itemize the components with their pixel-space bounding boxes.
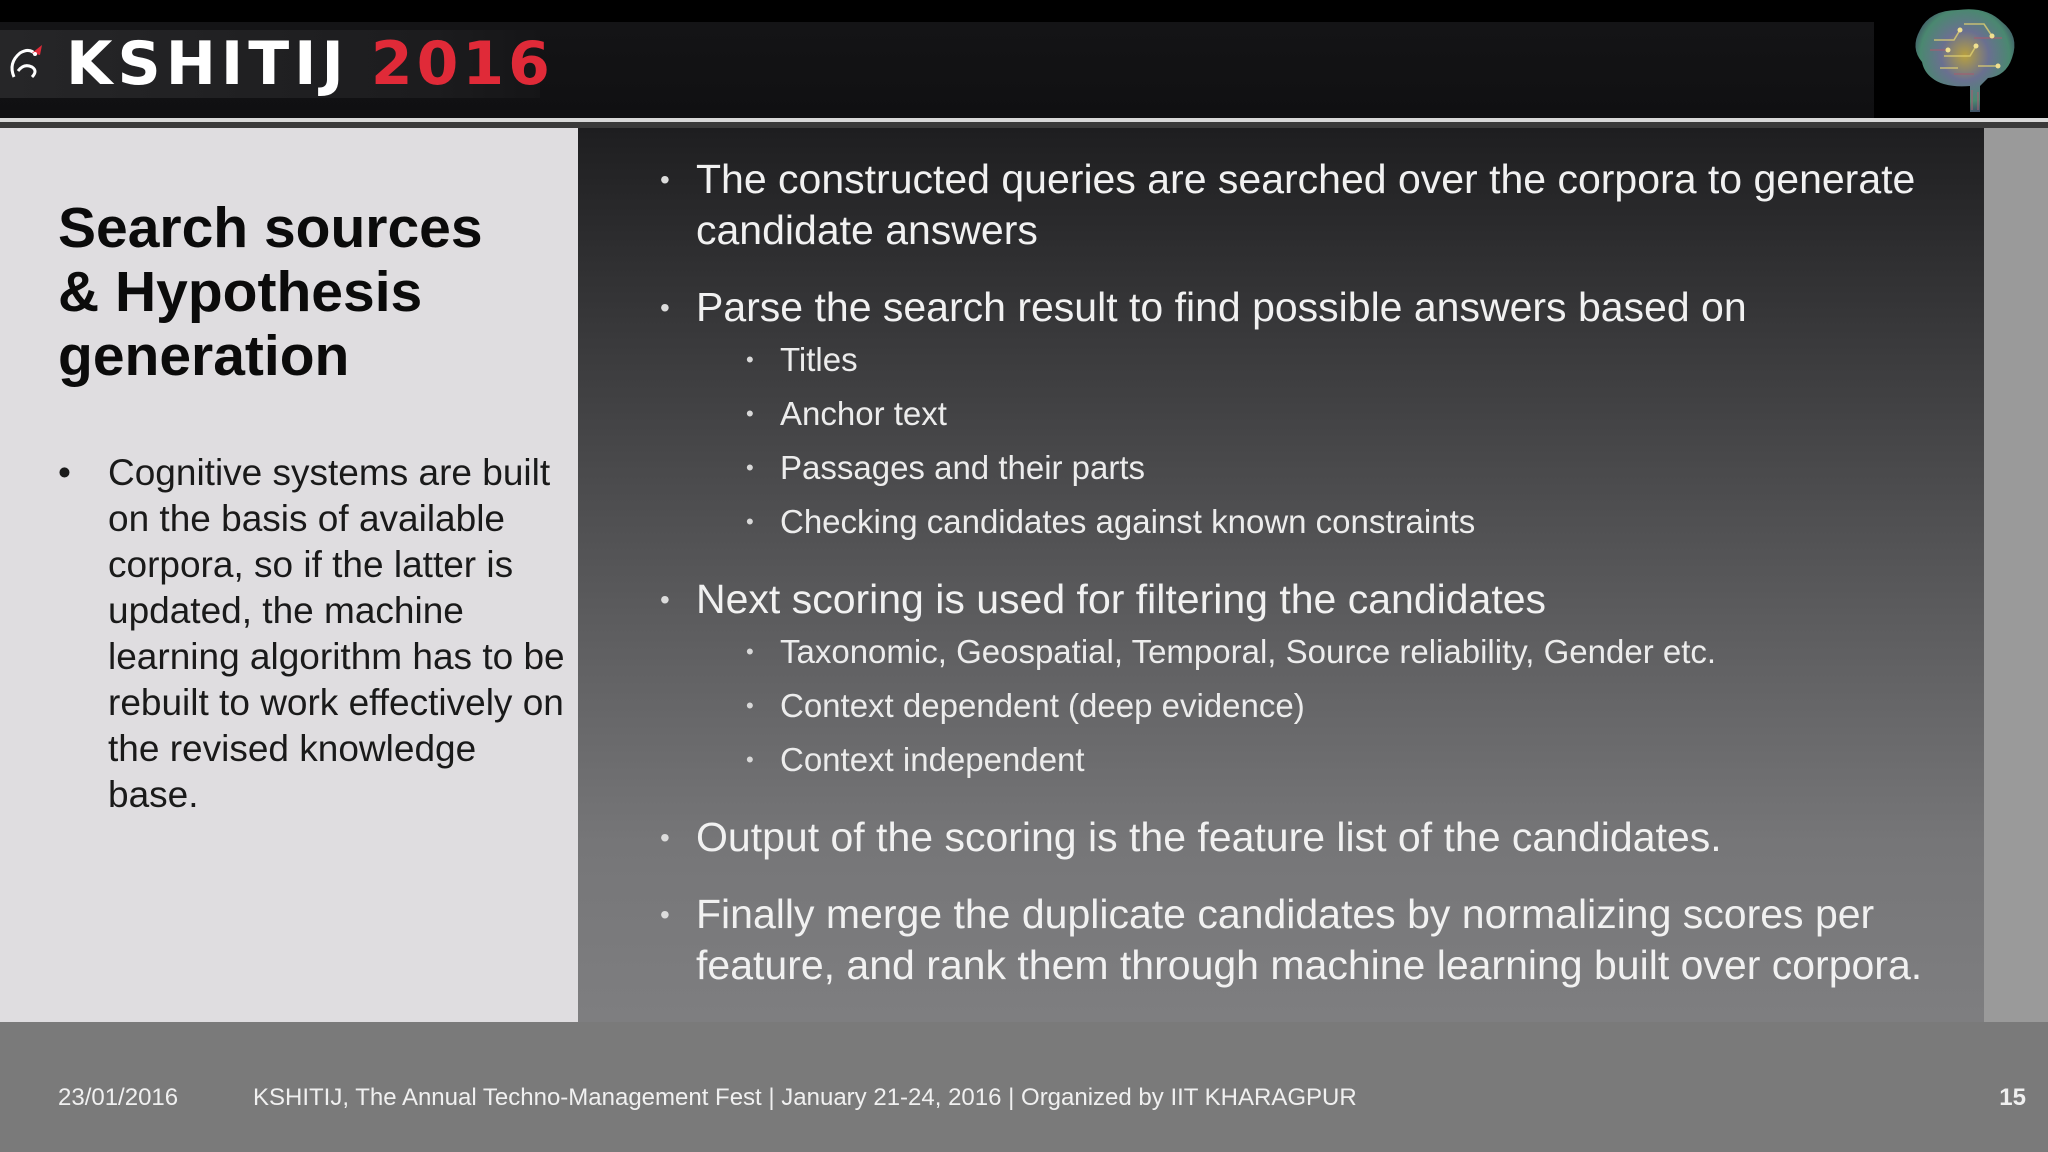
sub-bullet-item	[746, 740, 1946, 780]
bullet-text: Parse the search result to find possible answers based on	[696, 284, 1747, 330]
bullet-marker: •	[746, 455, 754, 480]
logo-text: KSHITIJ	[66, 29, 349, 99]
bullet-marker: •	[746, 347, 754, 372]
sub-bullet-text: Taxonomic, Geospatial, Temporal, Source reliability, Gender etc.	[780, 633, 1717, 670]
bullet-item	[660, 282, 1960, 333]
logo-year: 2016	[370, 29, 554, 99]
bullet-item	[660, 154, 1960, 256]
bullet-marker: •	[746, 693, 754, 718]
bullet-marker: •	[660, 822, 670, 853]
title-line: generation	[58, 324, 350, 388]
bullet-text: Output of the scoring is the feature list of the candidates.	[696, 814, 1722, 860]
sub-bullet-text: Context independent	[780, 741, 1085, 778]
sub-bullet-item	[746, 686, 1946, 726]
bullet-marker: •	[660, 584, 670, 615]
sub-bullet-text: Checking candidates against known constraints	[780, 503, 1476, 540]
sub-bullet-item	[746, 340, 1946, 380]
bullet-marker: •	[660, 164, 670, 195]
bullet-item	[660, 812, 1960, 863]
page-number: 15	[1999, 1084, 2026, 1111]
sub-bullet-item	[746, 394, 1946, 434]
bullet-marker: •	[746, 639, 754, 664]
sub-bullet-text: Anchor text	[780, 395, 947, 432]
sub-bullet-item	[746, 448, 1946, 488]
title-line: Search sources	[58, 196, 483, 260]
bullet-text: The constructed queries are searched over the corpora to generate candidate answers	[696, 156, 1916, 253]
bullet-marker: •	[746, 509, 754, 534]
bullet-marker: •	[746, 747, 754, 772]
bullet-marker: •	[746, 401, 754, 426]
footer-date: 23/01/2016	[58, 1084, 179, 1111]
footer-text: KSHITIJ, The Annual Techno-Management Fest | January 21-24, 2016 | Organized by IIT KHARAGPUR	[253, 1084, 1357, 1111]
bullet-text: Finally merge the duplicate candidates by normalizing scores per feature, and rank them through machine learning built over corpora.	[696, 891, 1923, 988]
bullet-item	[660, 574, 1960, 625]
sub-bullet-item	[746, 632, 1946, 672]
sub-bullet-text: Passages and their parts	[780, 449, 1146, 486]
sub-bullet-text: Titles	[780, 341, 858, 378]
bullet-text: Next scoring is used for filtering the candidates	[696, 576, 1547, 622]
bullet-marker: •	[660, 899, 670, 930]
title-line: & Hypothesis	[58, 260, 423, 324]
bullet-marker: •	[660, 292, 670, 323]
bullet-item	[660, 889, 1960, 991]
sub-bullet-item	[746, 502, 1946, 542]
sub-bullet-text: Context dependent (deep evidence)	[780, 687, 1305, 724]
bullet-marker: •	[58, 452, 71, 493]
left-bullet-text: Cognitive systems are built on the basis of available corpora, so if the latter is updated, the machine learning algorithm has to be rebuilt to work effectively on the revised knowledge base.	[108, 452, 565, 815]
